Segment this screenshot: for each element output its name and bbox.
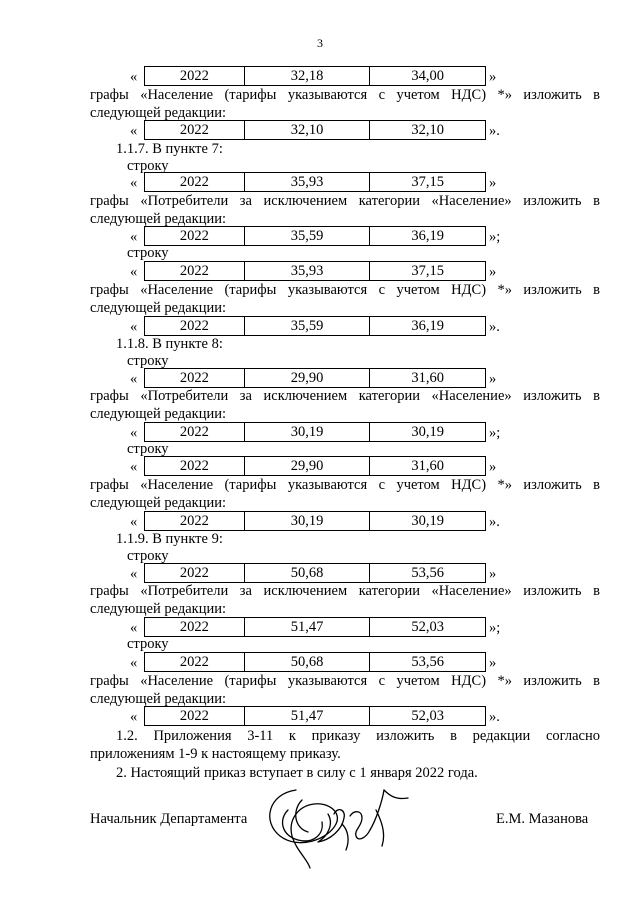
signature-position: Начальник Департамента bbox=[90, 811, 248, 827]
close-quote: »; bbox=[489, 620, 501, 636]
word: изложить bbox=[523, 87, 582, 103]
tariff-value-2-cell: 30,19 bbox=[369, 423, 485, 441]
word: в bbox=[593, 477, 600, 493]
grafy-potrebiteli-line bbox=[90, 192, 600, 210]
point-7-heading: 1.1.7. В пункте 7: bbox=[116, 141, 223, 157]
stroku-label: строку bbox=[127, 158, 169, 174]
tariff-value-2-cell: 37,15 bbox=[369, 262, 485, 280]
word: в bbox=[593, 282, 600, 298]
tariff-value-2-cell: 37,15 bbox=[369, 173, 485, 191]
word: графы bbox=[90, 87, 129, 103]
word: с bbox=[378, 282, 386, 298]
word: графы bbox=[90, 477, 129, 493]
word: (тарифы bbox=[224, 477, 277, 493]
word: изложить bbox=[523, 282, 582, 298]
open-quote: « bbox=[130, 229, 138, 245]
word: в bbox=[593, 87, 600, 103]
tariff-value-2-cell: 36,19 bbox=[369, 227, 485, 245]
point-8-heading: 1.1.8. В пункте 8: bbox=[116, 336, 223, 352]
word: (тарифы bbox=[224, 282, 277, 298]
word: с bbox=[378, 87, 386, 103]
word: *» bbox=[497, 87, 512, 103]
open-quote: « bbox=[130, 459, 138, 475]
close-quote: » bbox=[489, 655, 497, 671]
paragraph-1-2-line-1 bbox=[116, 727, 600, 745]
close-quote: ». bbox=[489, 514, 500, 530]
word: с bbox=[378, 673, 386, 689]
tariff-value-1-cell: 50,68 bbox=[244, 564, 370, 582]
word: изложить bbox=[523, 583, 582, 599]
word: в bbox=[593, 583, 600, 599]
word: указываются bbox=[287, 477, 368, 493]
open-quote: « bbox=[130, 319, 138, 335]
word: (тарифы bbox=[224, 673, 277, 689]
word: исключением bbox=[263, 583, 348, 599]
year-cell: 2022 bbox=[179, 513, 209, 529]
tariff-table-box bbox=[144, 511, 486, 531]
word: исключением bbox=[263, 388, 348, 404]
word: графы bbox=[90, 673, 129, 689]
stroku-label: строку bbox=[127, 636, 169, 652]
tariff-value-2-cell: 52,03 bbox=[369, 707, 485, 725]
open-quote: « bbox=[130, 566, 138, 582]
tariff-value-1-cell: 29,90 bbox=[244, 369, 370, 387]
tariff-table-box bbox=[144, 456, 486, 476]
tariff-table-box bbox=[144, 563, 486, 583]
tariff-value-2-cell: 53,56 bbox=[369, 564, 485, 582]
word: «Население bbox=[140, 87, 214, 103]
word: категории bbox=[358, 583, 420, 599]
grafy-naselenie-line bbox=[90, 281, 600, 299]
tariff-value-1-cell: 35,93 bbox=[244, 173, 370, 191]
tariff-value-2-cell: 34,00 bbox=[369, 67, 485, 85]
word: указываются bbox=[287, 87, 368, 103]
word: учетом bbox=[396, 282, 440, 298]
tariff-value-1-cell: 35,93 bbox=[244, 262, 370, 280]
word: категории bbox=[358, 193, 420, 209]
word: изложить bbox=[523, 477, 582, 493]
tariff-value-2-cell: 53,56 bbox=[369, 653, 485, 671]
word: графы bbox=[90, 282, 129, 298]
word: НДС) bbox=[451, 673, 487, 689]
p12-word: в bbox=[450, 728, 457, 744]
word: *» bbox=[497, 673, 512, 689]
word: за bbox=[239, 583, 252, 599]
open-quote: « bbox=[130, 514, 138, 530]
point-9-heading: 1.1.9. В пункте 9: bbox=[116, 531, 223, 547]
tariff-value-2-cell: 31,60 bbox=[369, 457, 485, 475]
tariff-value-1-cell: 35,59 bbox=[244, 317, 370, 335]
p12-word: Приложения bbox=[153, 728, 232, 744]
word: графы bbox=[90, 193, 129, 209]
tariff-value-1-cell: 30,19 bbox=[244, 423, 370, 441]
tariff-value-1-cell: 32,18 bbox=[244, 67, 370, 85]
close-quote: ». bbox=[489, 709, 500, 725]
grafy-potrebiteli-line bbox=[90, 582, 600, 600]
tariff-value-2-cell: 52,03 bbox=[369, 618, 485, 636]
word: указываются bbox=[287, 282, 368, 298]
close-quote: »; bbox=[489, 425, 501, 441]
signatory-name: Е.М. Мазанова bbox=[496, 811, 589, 827]
word: указываются bbox=[287, 673, 368, 689]
close-quote: » bbox=[489, 459, 497, 475]
tariff-value-1-cell: 30,19 bbox=[244, 512, 370, 530]
grafy-naselenie-line bbox=[90, 672, 600, 690]
p12-word: редакции bbox=[472, 728, 531, 744]
word: НДС) bbox=[451, 477, 487, 493]
word: учетом bbox=[396, 477, 440, 493]
tariff-table-box bbox=[144, 652, 486, 672]
word: изложить bbox=[523, 193, 582, 209]
tariff-table-box bbox=[144, 261, 486, 281]
tariff-value-1-cell: 50,68 bbox=[244, 653, 370, 671]
open-quote: « bbox=[130, 264, 138, 280]
grafy-naselenie-line bbox=[90, 86, 600, 104]
close-quote: » bbox=[489, 566, 497, 582]
word: «Потребители bbox=[140, 193, 229, 209]
next-edition-label: следующей редакции: bbox=[90, 211, 227, 227]
p12-word: к bbox=[288, 728, 296, 744]
word: в bbox=[593, 193, 600, 209]
close-quote: ». bbox=[489, 123, 500, 139]
word: за bbox=[239, 388, 252, 404]
word: «Население» bbox=[431, 583, 512, 599]
year-cell: 2022 bbox=[179, 263, 209, 279]
paragraph-2: 2. Настоящий приказ вступает в силу с 1 января 2022 года. bbox=[116, 765, 478, 781]
close-quote: » bbox=[489, 264, 497, 280]
stroku-label: строку bbox=[127, 441, 169, 457]
word: за bbox=[239, 193, 252, 209]
word: «Население bbox=[140, 282, 214, 298]
tariff-table-box bbox=[144, 422, 486, 442]
word: «Население» bbox=[431, 388, 512, 404]
page-number: 3 bbox=[317, 36, 323, 50]
word: графы bbox=[90, 583, 129, 599]
tariff-table-box bbox=[144, 316, 486, 336]
year-cell: 2022 bbox=[179, 228, 209, 244]
year-cell: 2022 bbox=[179, 565, 209, 581]
close-quote: »; bbox=[489, 229, 501, 245]
tariff-value-1-cell: 35,59 bbox=[244, 227, 370, 245]
word: «Потребители bbox=[140, 388, 229, 404]
open-quote: « bbox=[130, 655, 138, 671]
word: изложить bbox=[523, 673, 582, 689]
year-cell: 2022 bbox=[179, 370, 209, 386]
stroku-label: строку bbox=[127, 353, 169, 369]
tariff-table-box bbox=[144, 368, 486, 388]
year-cell: 2022 bbox=[179, 619, 209, 635]
next-edition-label: следующей редакции: bbox=[90, 601, 227, 617]
open-quote: « bbox=[130, 371, 138, 387]
word: учетом bbox=[396, 673, 440, 689]
tariff-value-2-cell: 30,19 bbox=[369, 512, 485, 530]
next-edition-label: следующей редакции: bbox=[90, 691, 227, 707]
open-quote: « bbox=[130, 620, 138, 636]
word: в bbox=[593, 673, 600, 689]
word: «Население bbox=[140, 673, 214, 689]
word: в bbox=[593, 388, 600, 404]
close-quote: ». bbox=[489, 319, 500, 335]
word: учетом bbox=[396, 87, 440, 103]
p12-word: 1.2. bbox=[116, 728, 138, 744]
handwritten-signature bbox=[258, 780, 410, 872]
tariff-table-box bbox=[144, 706, 486, 726]
next-edition-label: следующей редакции: bbox=[90, 105, 227, 121]
year-cell: 2022 bbox=[179, 708, 209, 724]
tariff-value-1-cell: 29,90 bbox=[244, 457, 370, 475]
close-quote: » bbox=[489, 371, 497, 387]
year-cell: 2022 bbox=[179, 424, 209, 440]
p12-word: 3-11 bbox=[247, 728, 274, 744]
tariff-table-box bbox=[144, 172, 486, 192]
year-cell: 2022 bbox=[179, 458, 209, 474]
open-quote: « bbox=[130, 69, 138, 85]
next-edition-label: следующей редакции: bbox=[90, 495, 227, 511]
open-quote: « bbox=[130, 709, 138, 725]
word: «Население bbox=[140, 477, 214, 493]
open-quote: « bbox=[130, 123, 138, 139]
grafy-naselenie-line bbox=[90, 476, 600, 494]
word: (тарифы bbox=[224, 87, 277, 103]
word: *» bbox=[497, 282, 512, 298]
p12-word: приказу bbox=[311, 728, 361, 744]
tariff-table-box bbox=[144, 617, 486, 637]
close-quote: » bbox=[489, 69, 497, 85]
word: категории bbox=[358, 388, 420, 404]
word: графы bbox=[90, 388, 129, 404]
word: «Население» bbox=[431, 193, 512, 209]
word: *» bbox=[497, 477, 512, 493]
tariff-value-2-cell: 31,60 bbox=[369, 369, 485, 387]
tariff-table-box bbox=[144, 226, 486, 246]
tariff-value-1-cell: 51,47 bbox=[244, 707, 370, 725]
tariff-table-box bbox=[144, 66, 486, 86]
word: изложить bbox=[523, 388, 582, 404]
word: НДС) bbox=[451, 87, 487, 103]
word: исключением bbox=[263, 193, 348, 209]
p12-word: изложить bbox=[376, 728, 435, 744]
year-cell: 2022 bbox=[179, 654, 209, 670]
word: «Потребители bbox=[140, 583, 229, 599]
paragraph-1-2-line-2: приложениям 1-9 к настоящему приказу. bbox=[90, 746, 341, 762]
tariff-value-1-cell: 32,10 bbox=[244, 121, 370, 139]
next-edition-label: следующей редакции: bbox=[90, 406, 227, 422]
p12-word: согласно bbox=[545, 728, 600, 744]
word: с bbox=[378, 477, 386, 493]
tariff-table-box bbox=[144, 120, 486, 140]
year-cell: 2022 bbox=[179, 68, 209, 84]
stroku-label: строку bbox=[127, 245, 169, 261]
tariff-value-2-cell: 32,10 bbox=[369, 121, 485, 139]
word: НДС) bbox=[451, 282, 487, 298]
year-cell: 2022 bbox=[179, 174, 209, 190]
tariff-value-1-cell: 51,47 bbox=[244, 618, 370, 636]
open-quote: « bbox=[130, 425, 138, 441]
stroku-label: строку bbox=[127, 548, 169, 564]
grafy-potrebiteli-line bbox=[90, 387, 600, 405]
year-cell: 2022 bbox=[179, 318, 209, 334]
next-edition-label: следующей редакции: bbox=[90, 300, 227, 316]
year-cell: 2022 bbox=[179, 122, 209, 138]
tariff-value-2-cell: 36,19 bbox=[369, 317, 485, 335]
close-quote: » bbox=[489, 175, 497, 191]
open-quote: « bbox=[130, 175, 138, 191]
